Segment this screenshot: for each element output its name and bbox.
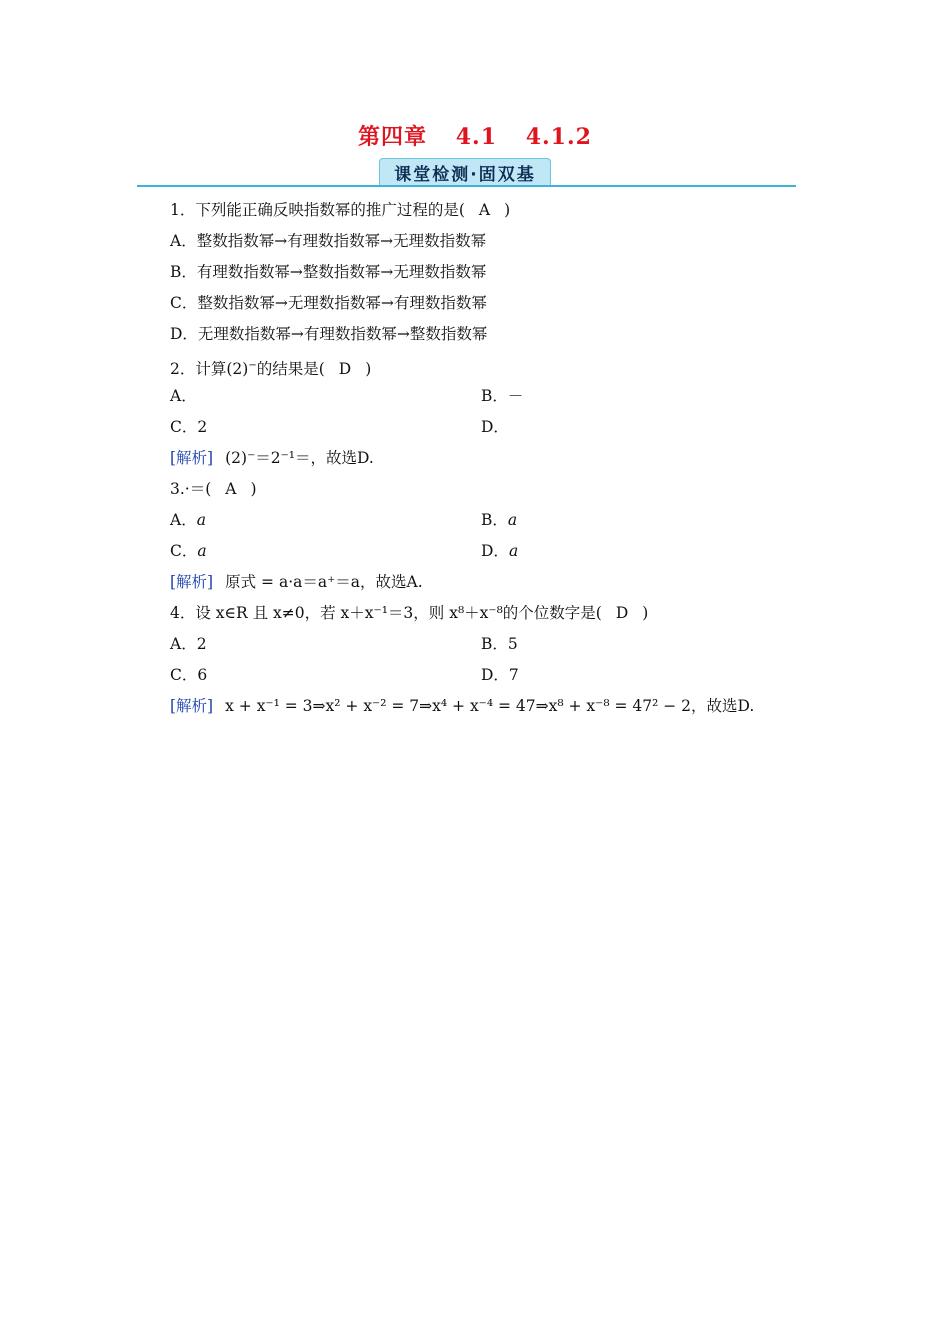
question-2-option-c: C．2 <box>170 418 208 436</box>
question-2-option-a: A． <box>170 387 197 405</box>
question-1-option-a: A．整数指数幂→有理数指数幂→无理数指数幂 <box>170 232 487 250</box>
question-2-options-row-1 <box>170 381 790 412</box>
question-3-stem: 3.·＝( A ) <box>170 474 790 505</box>
question-list <box>170 195 790 722</box>
question-4-analysis: [解析] x + x⁻¹ = 3⇒x² + x⁻² = 7⇒x⁴ + x⁻⁴ = 47⇒x⁸ + x⁻⁸ = 47² − 2，故选D. <box>170 697 755 715</box>
question-2-option-d: D． <box>481 418 509 436</box>
chapter-title <box>0 120 950 151</box>
question-3-options-row-2 <box>170 536 790 567</box>
analysis-label: [解析] <box>170 449 214 467</box>
subsection-number: 4.1.2 <box>525 124 592 150</box>
question-3-analysis: [解析] 原式 = a·a＝a⁺＝a，故选A. <box>170 573 423 591</box>
question-1-stem: 1．下列能正确反映指数幂的推广过程的是( A ) <box>170 195 790 226</box>
question-4-option-d: D．7 <box>481 666 519 684</box>
question-3-option-a: A．a <box>170 511 206 529</box>
question-3-option-c: C．a <box>170 542 207 560</box>
question-2-analysis: [解析] (2)⁻＝2⁻¹＝，故选D. <box>170 449 374 467</box>
question-1-option-d: D．无理数指数幂→有理数指数幂→整数指数幂 <box>170 325 488 343</box>
section-number: 4.1 <box>455 124 498 150</box>
question-2-stem: 2．计算(2)−的结果是( D ) <box>170 350 790 381</box>
question-4-options-row-1 <box>170 629 790 660</box>
question-2-option-b: B．－ <box>481 387 524 405</box>
question-1-answer: A <box>478 201 491 219</box>
section-tag: 课堂检测·固双基 <box>379 158 551 185</box>
question-2-options-row-2 <box>170 412 790 443</box>
question-1-option-c: C．整数指数幂→无理数指数幂→有理数指数幂 <box>170 294 487 312</box>
question-3-option-b: B．a <box>481 511 518 529</box>
question-4-option-b: B．5 <box>481 635 518 653</box>
question-3-options-row-1 <box>170 505 790 536</box>
question-4-option-c: C．6 <box>170 666 208 684</box>
analysis-label: [解析] <box>170 697 214 715</box>
question-4-option-a: A．2 <box>170 635 207 653</box>
question-3-answer: A <box>225 480 237 498</box>
question-4-stem: 4．设 x∈R 且 x≠0，若 x＋x⁻¹＝3，则 x⁸＋x⁻⁸的个位数字是( D ) <box>170 598 790 629</box>
question-4-answer: D <box>615 604 629 622</box>
question-2-answer: D <box>338 360 352 378</box>
question-3-option-d: D．a <box>481 542 519 560</box>
chapter-label: 第四章 <box>358 124 428 150</box>
question-4-options-row-2 <box>170 660 790 691</box>
header-divider <box>137 185 796 187</box>
analysis-label: [解析] <box>170 573 214 591</box>
question-1-option-b: B．有理数指数幂→整数指数幂→无理数指数幂 <box>170 263 487 281</box>
